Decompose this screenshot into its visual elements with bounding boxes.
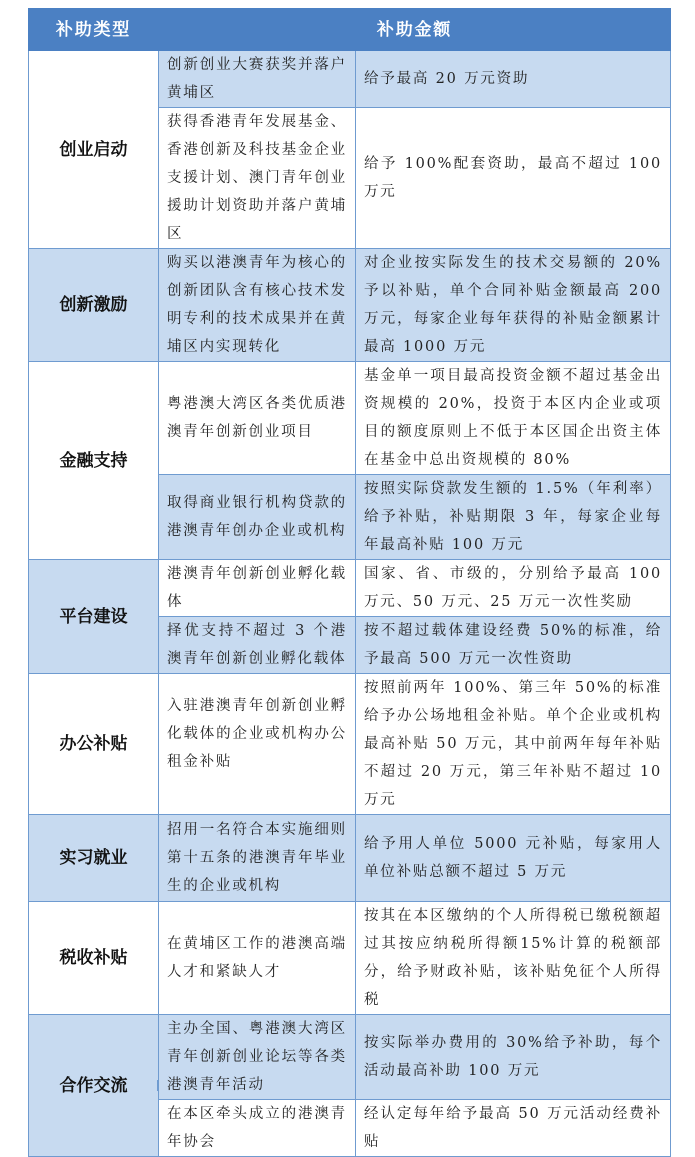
table-row: [29, 1015, 671, 1100]
category-cell: 创新激励: [29, 249, 159, 362]
condition-cell: 招用一名符合本实施细则第十五条的港澳青年毕业生的企业或机构: [159, 815, 356, 902]
condition-cell: 入驻港澳青年创新创业孵化载体的企业或机构办公租金补贴: [159, 674, 356, 815]
subsidy-table: [28, 8, 671, 1157]
condition-cell: 取得商业银行机构贷款的港澳青年创办企业或机构: [159, 475, 356, 560]
table-row: [29, 560, 671, 617]
amount-cell: 基金单一项目最高投资金额不超过基金出资规模的 20%，投资于本区内企业或项目的额度原则上不低于本区国企出资主体在基金中总出资规模的 80%: [356, 362, 671, 475]
amount-cell: 按实际举办费用的 30%给予补助，每个活动最高补助 100 万元: [356, 1015, 671, 1100]
table-row: [29, 51, 671, 108]
table-row: [29, 362, 671, 475]
amount-cell: 按照前两年 100%、第三年 50%的标准给予办公场地租金补贴。单个企业或机构最高补贴 50 万元，其中前两年每年补贴不超过 20 万元，第三年补贴不超过 10 万元: [356, 674, 671, 815]
amount-cell: 国家、省、市级的，分别给予最高 100 万元、50 万元、25 万元一次性奖励: [356, 560, 671, 617]
condition-cell: 购买以港澳青年为核心的创新团队含有核心技术发明专利的技术成果并在黄埔区内实现转化: [159, 249, 356, 362]
column-divider-line: [157, 1080, 158, 1091]
condition-cell: 港澳青年创新创业孵化载体: [159, 560, 356, 617]
category-cell: 实习就业: [29, 815, 159, 902]
amount-cell: 给予 100%配套资助，最高不超过 100 万元: [356, 108, 671, 249]
condition-cell: 择优支持不超过 3 个港澳青年创新创业孵化载体: [159, 617, 356, 674]
table-row: [29, 902, 671, 1015]
amount-cell: 对企业按实际发生的技术交易额的 20%予以补贴，单个合同补贴金额最高 200 万元，每家企业每年获得的补贴金额累计最高 1000 万元: [356, 249, 671, 362]
category-cell: 办公补贴: [29, 674, 159, 815]
category-cell: 税收补贴: [29, 902, 159, 1015]
header-amount: 补助金额: [159, 9, 671, 51]
table-row: [29, 249, 671, 362]
category-cell: 平台建设: [29, 560, 159, 674]
amount-cell: 按照实际贷款发生额的 1.5%（年利率）给予补贴，补贴期限 3 年，每家企业每年最高补贴 100 万元: [356, 475, 671, 560]
amount-cell: 给予用人单位 5000 元补贴，每家用人单位补贴总额不超过 5 万元: [356, 815, 671, 902]
condition-cell: 获得香港青年发展基金、香港创新及科技基金企业支援计划、澳门青年创业援助计划资助并落户黄埔区: [159, 108, 356, 249]
condition-cell: 在本区牵头成立的港澳青年协会: [159, 1100, 356, 1157]
condition-cell: 创新创业大赛获奖并落户黄埔区: [159, 51, 356, 108]
condition-cell: 在黄埔区工作的港澳高端人才和紧缺人才: [159, 902, 356, 1015]
category-cell: 创业启动: [29, 51, 159, 249]
header-type: 补助类型: [29, 9, 159, 51]
condition-cell: 主办全国、粤港澳大湾区青年创新创业论坛等各类港澳青年活动: [159, 1015, 356, 1100]
amount-cell: 按其在本区缴纳的个人所得税已缴税额超过其按应纳税所得额15%计算的税额部分，给予财政补贴，该补贴免征个人所得税: [356, 902, 671, 1015]
amount-cell: 按不超过载体建设经费 50%的标准，给予最高 500 万元一次性资助: [356, 617, 671, 674]
amount-cell: 给予最高 20 万元资助: [356, 51, 671, 108]
category-cell: 金融支持: [29, 362, 159, 560]
condition-cell: 粤港澳大湾区各类优质港澳青年创新创业项目: [159, 362, 356, 475]
category-cell: 合作交流: [29, 1015, 159, 1157]
table-row: [29, 815, 671, 902]
table-row: [29, 674, 671, 815]
table-header-row: [29, 9, 671, 51]
amount-cell: 经认定每年给予最高 50 万元活动经费补贴: [356, 1100, 671, 1157]
